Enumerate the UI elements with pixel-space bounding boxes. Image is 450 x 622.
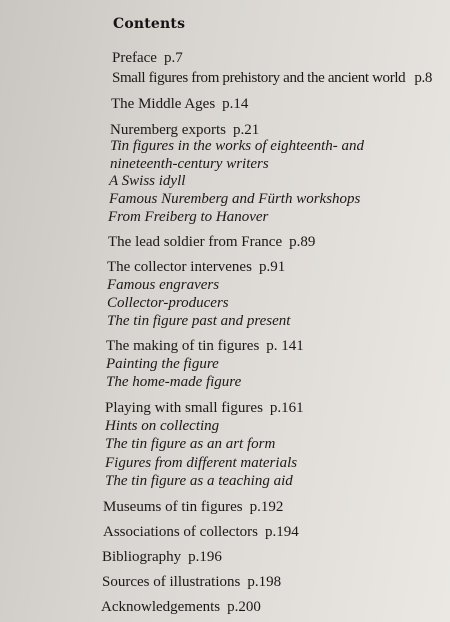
entry-page: p.91 (258, 259, 286, 275)
entry-page: p. 141 (266, 338, 304, 354)
toc-entry-museums (103, 499, 283, 516)
page-title: Contents (113, 16, 186, 32)
toc-entry-middle-ages (111, 96, 248, 113)
entry-title: Nuremberg exports (110, 122, 226, 138)
toc-entry-collector (107, 259, 285, 276)
toc-subentry: The tin figure as an art form (105, 436, 276, 452)
entry-page: p.161 (269, 400, 304, 416)
toc-entry-prehistory (112, 70, 432, 87)
toc-subentry: Famous engravers (107, 277, 220, 293)
entry-page: p.21 (232, 122, 260, 138)
entry-title: The Middle Ages (111, 96, 216, 112)
toc-subentry: A Swiss idyll (109, 173, 186, 189)
entry-page: p.192 (249, 499, 284, 515)
entry-title: Preface (112, 50, 157, 66)
toc-entry-preface (112, 50, 183, 67)
entry-title: Museums of tin figures (103, 499, 243, 515)
entry-title: Associations of collectors (103, 524, 258, 540)
toc-entry-playing (105, 400, 304, 417)
entry-page: p.198 (247, 574, 282, 590)
toc-entry-sources (102, 574, 281, 591)
toc-entry-nuremberg (110, 122, 259, 139)
entry-title: Playing with small figures (105, 400, 263, 416)
entry-title: Acknowledgements (101, 599, 221, 615)
entry-page: p.7 (163, 50, 183, 66)
toc-subentry: The tin figure past and present (107, 313, 291, 329)
toc-subentry: nineteenth-century writers (110, 156, 269, 172)
entry-page: p.194 (264, 524, 299, 540)
entry-page: p.89 (289, 234, 316, 250)
entry-title: Sources of illustrations (102, 574, 241, 590)
entry-page: p.8 (414, 70, 433, 86)
toc-entry-acknowledgements (101, 599, 261, 616)
toc-entry-associations (103, 524, 299, 541)
toc-subentry: The home-made figure (106, 374, 242, 390)
toc-subentry: From Freiberg to Hanover (108, 209, 269, 225)
entry-page: p.200 (227, 599, 261, 615)
toc-subentry: Figures from different materials (105, 455, 298, 471)
entry-title: Bibliography (102, 549, 182, 565)
entry-title: The making of tin figures (106, 338, 260, 354)
toc-subentry: The tin figure as a teaching aid (105, 473, 293, 489)
toc-entry-lead-soldier (108, 234, 315, 251)
entry-title: The lead soldier from France (108, 234, 283, 250)
entry-page: p.196 (188, 549, 222, 565)
toc-subentry: Collector-producers (107, 295, 229, 311)
toc-subentry: Painting the figure (106, 356, 219, 372)
toc-entry-bibliography (102, 549, 222, 566)
toc-subentry: Hints on collecting (105, 418, 220, 434)
toc-entry-making (106, 338, 304, 355)
toc-subentry: Famous Nuremberg and Fürth workshops (109, 191, 361, 207)
entry-title: The collector intervenes (107, 259, 252, 275)
entry-title: Small figures from prehistory and the ancient world (112, 70, 406, 86)
toc-subentry: Tin figures in the works of eighteenth- and (110, 138, 365, 154)
entry-page: p.14 (222, 96, 249, 112)
